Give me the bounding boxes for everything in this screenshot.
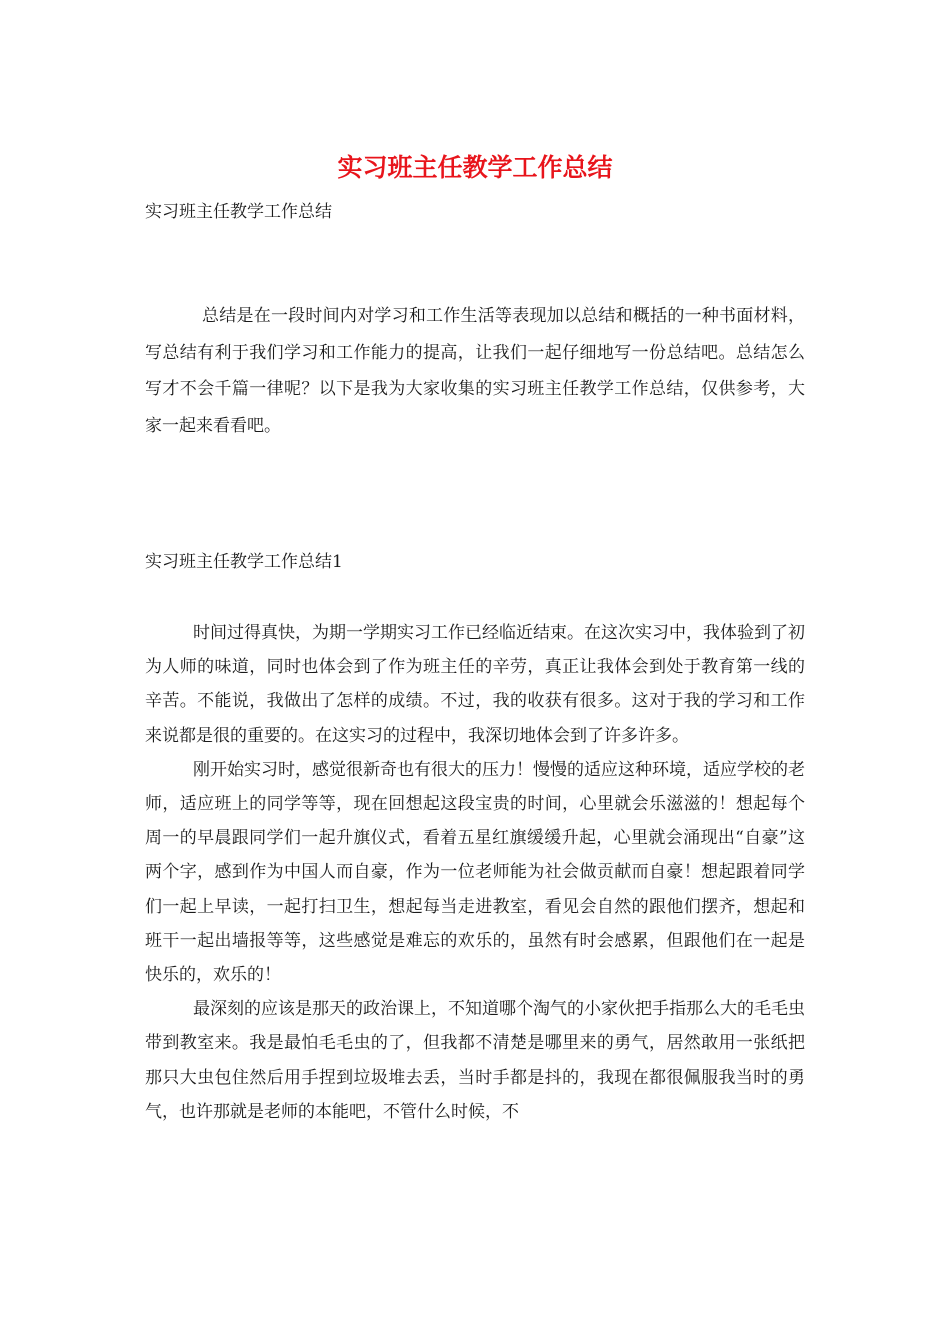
body-paragraph-2: 刚开始实习时，感觉很新奇也有很大的压力！慢慢的适应这种环境，适应学校的老师，适应班上的同学等等，现在回想起这段宝贵的时间，心里就会乐滋滋的！想起每个周一的早晨跟同学们一起升旗仪式，看着五星红旗缓缓升起，心里就会涌现出“自豪”这两个字，感到作为中国人而自豪，作为一位老师能为社会做贡献而自豪！想起跟着同学们一起上早读，一起打扫卫生，想起每当走进教室，看见会自然的跟他们摆齐，想起和班干一起出墙报等等，这些感觉是难忘的欢乐的，虽然有时会感累，但跟他们在一起是快乐的，欢乐的！	[145, 759, 805, 986]
body-paragraph-1: 时间过得真快，为期一学期实习工作已经临近结束。在这次实习中，我体验到了初为人师的味道，同时也体会到了作为班主任的辛劳，真正让我体会到处于教育第一线的辛苦。不能说，我做出了怎样的成绩。不过，我的收获有很多。这对于我的学习和工作来说都是很的重要的。在这实习的过程中，我深切地体会到了许多许多。	[145, 623, 805, 746]
body-text	[145, 616, 805, 1129]
section-heading: 实习班主任教学工作总结1	[145, 552, 343, 572]
document-subtitle: 实习班主任教学工作总结	[145, 202, 332, 222]
body-paragraph-3: 最深刻的应该是那天的政治课上，不知道哪个淘气的小家伙把手指那么大的毛毛虫带到教室来。我是最怕毛毛虫的了，但我都不清楚是哪里来的勇气，居然敢用一张纸把那只大虫包住然后用手捏到垃圾堆去丢，当时手都是抖的，我现在都很佩服我当时的勇气，也许那就是老师的本能吧，不管什么时候，不	[145, 999, 805, 1122]
intro-paragraph: 总结是在一段时间内对学习和工作生活等表现加以总结和概括的一种书面材料，写总结有利于我们学习和工作能力的提高，让我们一起仔细地写一份总结吧。总结怎么写才不会千篇一律呢？以下是我为大家收集的实习班主任教学工作总结，仅供参考，大家一起来看看吧。	[145, 306, 805, 436]
document-title: 实习班主任教学工作总结	[337, 153, 613, 182]
